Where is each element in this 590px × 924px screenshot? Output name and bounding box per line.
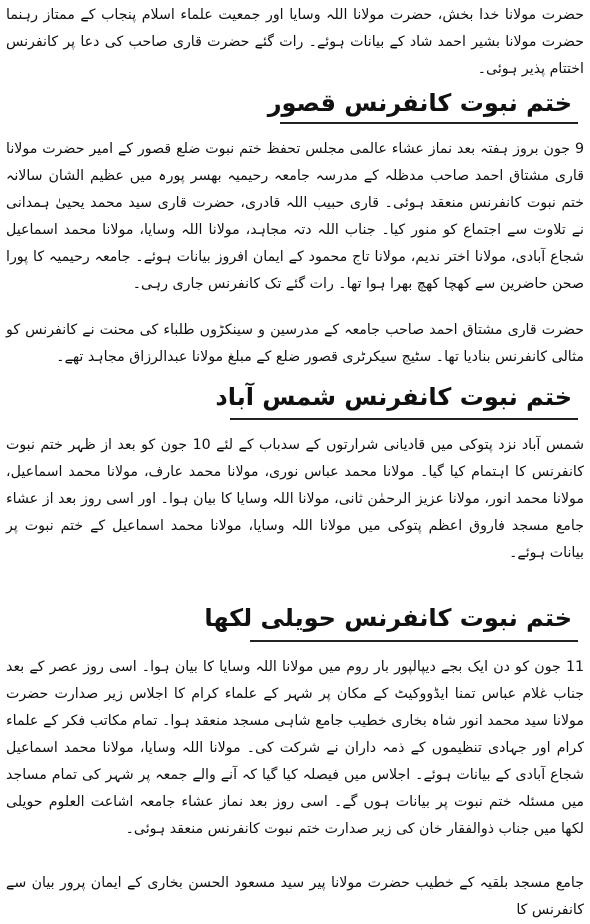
- heading-underline: [230, 418, 578, 420]
- section-heading-shams-abad: ختم نبوت کانفرنس شمس آباد: [215, 383, 572, 411]
- section-heading-kasur: ختم نبوت کانفرنس قصور: [267, 89, 572, 117]
- kasur-paragraph-2: حضرت قاری مشتاق احمد صاحب جامعہ کے مدرسین و سینکڑوں طلباء کی محنت نے کانفرنس کو مثالی کانفرنس بنادیا تھا۔ سٹیج سیکرٹری قصور ضلع کے مبلغ مولانا عبدالرزاق مجاہد تھے۔: [6, 322, 584, 365]
- shams-abad-paragraph: شمس آباد نزد پتوکی میں قادیانی شرارتوں کے سدباب کے لئے 10 جون کو بعد از ظہر ختم نبوت کانفرنس کا اہتمام کیا گیا۔ مولانا محمد عباس نوری، مولانا محمد عارف، مولانا محمد اسماعیل، مولانا محمد انور، مولانا عزیز الرحمٰن ثانی، مولانا اللہ وسایا کا بیان ہوا۔ اور اسی روز بعد از عشاء جامع مسجد فاروق اعظم پتوکی میں مولانا اللہ وسایا، مولانا محمد اسماعیل کے ختم نبوت پر بیانات ہوئے۔: [6, 437, 585, 561]
- heading-underline: [250, 640, 578, 642]
- intro-paragraph: حضرت مولانا خدا بخش، حضرت مولانا اللہ وسایا اور جمعیت علماء اسلام پنجاب کے ممتاز رہنما حضرت مولانا بشیر احمد شاد کے بیانات ہوئے۔ رات گئے حضرت قاری صاحب کی دعا پر کانفرنس اختتام پذیر ہوئی۔: [6, 7, 584, 77]
- haveli-lakha-paragraph-1: 11 جون کو دن ایک بجے دیپالپور بار روم میں مولانا اللہ وسایا کا بیان ہوا۔ اسی روز عصر کے بعد جناب غلام عباس تمنا ایڈووکیٹ کے مکان پر شہر کے علماء کرام کا اجلاس زیر صدارت حضرت مولانا سید محمد انور شاہ بخاری خطیب جامع شاہی مسجد منعقد ہوا۔ تمام مکاتب فکر کے علماء کرام اور جہادی تنظیموں کے ذمہ داران نے شرکت کی۔ مولانا اللہ وسایا، مولانا محمد اسماعیل شجاع آبادی کے بیانات ہوئے۔ اجلاس میں فیصلہ کیا گیا کہ آنے والے جمعہ پر شہر کی تمام مساجد میں مسئلہ ختم نبوت پر بیانات ہوں گے۔ اسی روز بعد نماز عشاء جامعہ اشاعت العلوم حویلی لکھا میں جناب ذوالفقار خان کی زیر صدارت ختم نبوت کانفرنس منعقد ہوئی۔: [6, 659, 584, 837]
- heading-underline: [280, 122, 578, 124]
- haveli-lakha-paragraph-2: جامع مسجد بلقیہ کے خطیب حضرت مولانا پیر سید مسعود الحسن بخاری کے ایمان پرور بیان سے کانفرنس کا: [6, 875, 584, 918]
- section-heading-haveli-lakha: ختم نبوت کانفرنس حویلی لکھا: [204, 604, 572, 632]
- kasur-paragraph-1: 9 جون بروز ہفتہ بعد نماز عشاء عالمی مجلس تحفظ ختم نبوت ضلع قصور کے امیر حضرت مولانا قاری مشتاق احمد صاحب مدظلہ کے مدرسہ جامعہ رحیمیہ بھسر پورہ میں عظیم الشان سالانہ ختم نبوت کانفرنس منعقد ہوئی۔ قاری حبیب اللہ قادری، حضرت قاری سید محمد یحییٰ ہمدانی نے تلاوت سے اجتماع کو منور کیا۔ جناب اللہ دتہ مجاہد، مولانا اللہ وسایا، مولانا محمد اسماعیل شجاع آبادی، مولانا اختر ندیم، مولانا تاج محمود کے ایمان افروز بیانات ہوئے۔ جامعہ رحیمیہ کا پورا صحن حاضرین سے کھچا کھچ بھرا ہوا تھا۔ رات گئے تک کانفرنس جاری رہی۔: [6, 141, 584, 292]
